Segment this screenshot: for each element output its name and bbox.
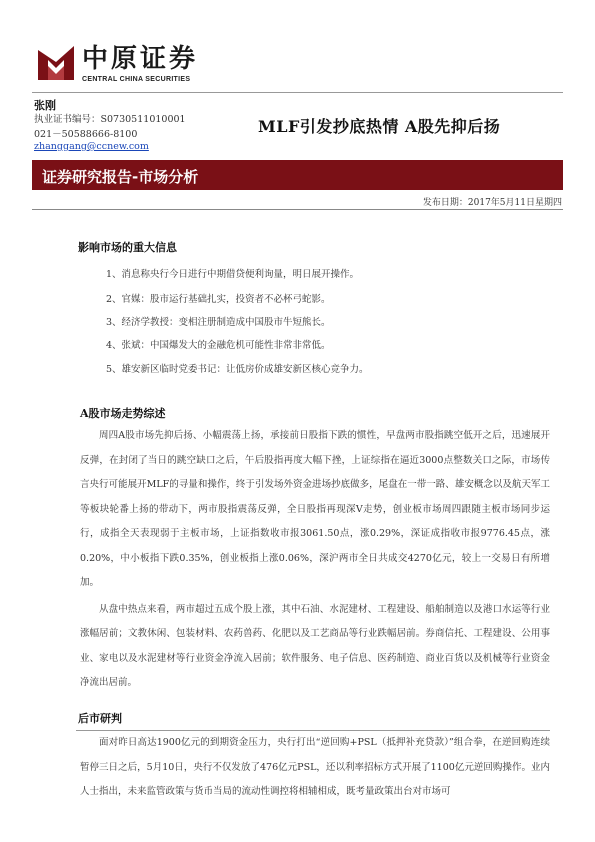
trend-paragraph: 周四A股市场先抑后扬、小幅震荡上扬，承接前日股指下跌的惯性，早盘两市股指跳空低开之后，迅速展开反弹，在封闭了当日的跳空缺口之后，午后股指再度大幅下挫，上证综指在逼近3000点整数关口之际，市场传言央行可能展开MLF的寻量和操作，终于引发场外资金进场抄底做多，尾盘在一带一路、雄安概念以及航天军工等板块轮番上扬的带动下，两市股指震荡反弹，全日股指再现深V走势，创业板市场周四跟随主板市场同步运行，成指全天表现弱于主板市场，上证指数收市报3061.50点，涨0.29%，深证成指收市报9776.45点，涨0.20%，中小板指下跌0.35%，创业板指上涨0.06%，深沪两市全日共成交4270亿元，较上一交易日有所增加。 [80, 430, 550, 588]
news-item: 1、消息称央行今日进行中期借贷便利询量，明日展开操作。 [106, 269, 360, 280]
analyst-email-link[interactable]: zhanggang@ccnew.com [34, 141, 149, 152]
company-logo-english: CENTRAL CHINA SECURITIES [82, 76, 191, 83]
analyst-phone: 021－50588666-8100 [34, 129, 138, 140]
outlook-section-title: 后市研判 [78, 712, 122, 725]
header-divider [32, 92, 563, 93]
analyst-name: 张刚 [34, 99, 56, 112]
trend-paragraph: 从盘中热点来看，两市超过五成个股上涨，其中石油、水泥建材、工程建设、船舶制造以及港口水运等行业涨幅居前；文教休闲、包装材料、农药兽药、化肥以及工艺商品等行业跌幅居前。券商信托、工程建设、公用事业、家电以及水泥建材等行业资金净流入居前；软件服务、电子信息、医药制造、商业百货以及机械等行业资金净流出居前。 [80, 603, 550, 688]
news-item: 2、官媒：股市运行基础扎实，投资者不必杯弓蛇影。 [106, 294, 331, 305]
analyst-certificate: 执业证书编号：S0730511010001 [34, 114, 186, 125]
outlook-body [80, 731, 550, 805]
trend-body [80, 424, 550, 696]
publish-date: 发布日期：2017年5月11日星期四 [422, 198, 562, 208]
trend-section-title: A股市场走势综述 [80, 407, 166, 420]
news-item: 5、雄安新区临时党委书记：让低房价成雄安新区核心竞争力。 [106, 364, 369, 375]
news-section-title: 影响市场的重大信息 [78, 241, 177, 254]
news-item: 4、张斌：中国爆发大的金融危机可能性非常非常低。 [106, 340, 331, 351]
news-item: 3、经济学教授：变相注册制造成中国股市牛短熊长。 [106, 317, 331, 328]
report-title: MLF引发抄底热情 A股先抑后扬 [258, 117, 501, 136]
company-logo-mark [34, 44, 78, 84]
report-category-label: 证券研究报告-市场分析 [42, 168, 199, 186]
date-divider [32, 209, 563, 210]
company-logo-name: 中原证券 [82, 44, 199, 74]
outlook-paragraph: 面对昨日高达1900亿元的到期资金压力，央行打出“逆回购+PSL（抵押补充贷款）”组合拳，在逆回购连续暂停三日之后，5月10日，央行不仅发放了476亿元PSL，还以利率招标方式开展了1100亿元逆回购操作。业内人士指出，未来监管政策与货币当局的流动性调控将相辅相成，既考量政策出台对市场可 [80, 737, 550, 797]
